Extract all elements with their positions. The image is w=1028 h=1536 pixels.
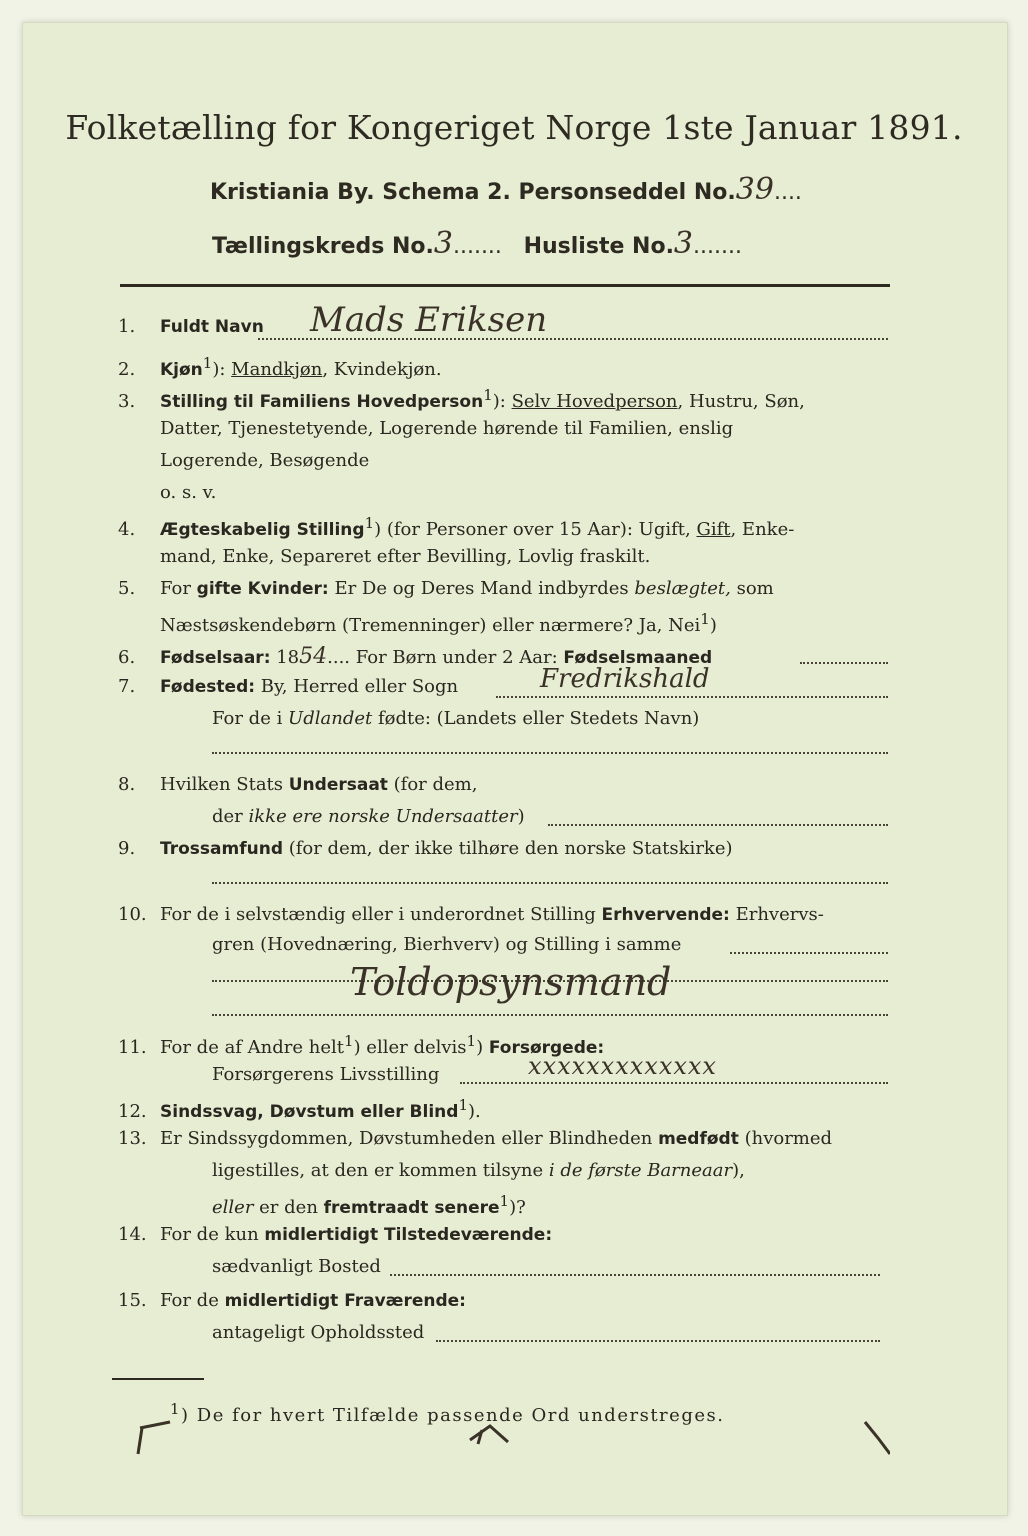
field-7-line3-dots (212, 752, 888, 754)
field-13-rest: (hvormed (738, 1128, 833, 1149)
field-10-rest: Erhvervs- (729, 904, 824, 925)
field-7-number: 7. (118, 676, 136, 697)
field-13-line2 (212, 1160, 745, 1181)
field-4-number: 4. (118, 519, 136, 540)
field-9-rest: (for dem, der ikke tilhøre den norske Statskirke) (282, 838, 733, 859)
field-5-rest2: som (730, 578, 774, 599)
field-8-dots (548, 824, 888, 826)
field-5 (118, 578, 774, 599)
footnote-text: ) De for hvert Tilfælde passende Ord understreges. (181, 1405, 725, 1426)
field-8-number: 8. (118, 774, 136, 795)
field-8-pre: Hvilken Stats (160, 774, 289, 795)
field-8-line2 (212, 806, 525, 827)
field-14 (118, 1224, 552, 1245)
birthplace-value: Fredrikshald (540, 664, 710, 694)
field-9-dots (212, 882, 888, 884)
field-3-line3: Logerende, Besøgende (160, 450, 370, 471)
field-13-number: 13. (118, 1128, 147, 1149)
field-2-label: Kjøn (160, 360, 203, 380)
field-5-line2-text: Næstsøskendebørn (Tremenninger) eller nærmere? Ja, Nei (160, 615, 701, 636)
field-9 (118, 838, 733, 859)
field-12-close: ). (467, 1101, 481, 1122)
field-13-line2-pre: ligestilles, at den er kommen tilsyne (212, 1160, 549, 1181)
kreds-number: 3 (433, 226, 453, 261)
field-7-line2-italic: Udlandet (288, 708, 373, 729)
field-14-pre: For de kun (160, 1224, 265, 1245)
field-3-rest: , Hustru, Søn, (677, 391, 805, 412)
field-7 (118, 676, 458, 697)
field-6-label: Fødselsaar: (160, 648, 271, 668)
field-5-pre: For (160, 578, 197, 599)
field-7-dots (496, 696, 888, 698)
field-13-pre: Er Sindssygdommen, Døvstumheden eller Blindheden (160, 1128, 659, 1149)
form-title: Folketælling for Kongeriget Norge 1ste Januar 1891. (65, 108, 963, 147)
field-8 (118, 774, 477, 795)
field-5-close: ) (709, 615, 717, 636)
field-13-line3 (212, 1192, 526, 1218)
header-rule (120, 284, 890, 287)
field-6-dots (800, 662, 888, 664)
schema-label: Kristiania By. Schema 2. Personseddel No. (210, 180, 736, 205)
field-15-pre: For de (160, 1290, 225, 1311)
field-5-line2 (160, 610, 717, 636)
field-13-line2-italic: i de første Barneaar (548, 1160, 733, 1181)
field-8-line2-italic: ikke ere norske Undersaatter (248, 806, 518, 827)
field-8-line2-pre: der (212, 806, 249, 827)
kreds-line: Tællingskreds No.3....... Husliste No.3....... (212, 226, 742, 261)
field-11-mid: ) eller delvis (353, 1037, 467, 1058)
field-10-line2: gren (Hovednæring, Bierhverv) og Stilling i samme (212, 934, 682, 955)
field-1 (118, 316, 264, 337)
field-3-selected: Selv Hovedperson (511, 391, 678, 412)
field-1-number: 1. (118, 316, 136, 337)
husliste-label: Husliste No. (523, 234, 674, 259)
field-14-number: 14. (118, 1224, 147, 1245)
provider-value: xxxxxxxxxxxxx (528, 1052, 717, 1080)
field-8-rest: (for dem, (387, 774, 478, 795)
field-3-colon: ): (492, 391, 512, 412)
field-15-number: 15. (118, 1290, 147, 1311)
field-13-line3-label: fremtraadt senere (323, 1198, 500, 1218)
field-14-label: midlertidigt Tilstedeværende: (264, 1225, 553, 1245)
field-3-number: 3. (118, 391, 136, 412)
field-11-label: Forsørgede: (488, 1038, 605, 1058)
field-9-number: 9. (118, 838, 136, 859)
field-2 (118, 354, 442, 380)
field-13-label: medfødt (658, 1129, 739, 1149)
field-7-line2-pre: For de i (212, 708, 289, 729)
field-6-rest: For Børn under 2 Aar: (350, 647, 564, 668)
field-9-label: Trossamfund (160, 839, 283, 859)
field-12 (118, 1096, 481, 1122)
field-12-sup: 1 (458, 1096, 468, 1114)
field-15-label: midlertidigt Fraværende: (224, 1291, 466, 1311)
footnote-sup: 1 (170, 1400, 182, 1418)
corner-mark-center (470, 1426, 508, 1444)
field-5-italic: beslægtet, (634, 578, 731, 599)
field-1-label: Fuldt Navn (160, 317, 264, 337)
field-11-number: 11. (118, 1037, 147, 1058)
field-10-line2-dots (730, 952, 888, 954)
field-7-line2 (212, 708, 699, 729)
field-14-dots (390, 1274, 880, 1276)
field-4-rest2: , Enke- (730, 519, 795, 540)
field-8-line2-rest: ) (517, 806, 525, 827)
field-6-number: 6. (118, 647, 136, 668)
husliste-number: 3 (673, 226, 694, 261)
field-11-sup1: 1 (344, 1032, 354, 1050)
field-3-label: Stilling til Familiens Hovedperson (160, 392, 484, 412)
field-11-line2: Forsørgerens Livsstilling (212, 1064, 440, 1085)
field-3-sup: 1 (483, 386, 493, 404)
field-10-label: Erhvervende: (601, 905, 730, 925)
field-6-label2: Fødselsmaaned (563, 648, 713, 668)
schema-line: Kristiania By. Schema 2. Personseddel No.39.... (210, 172, 802, 207)
field-13-line3-italic: eller (212, 1197, 254, 1218)
field-5-label: gifte Kvinder: (196, 579, 329, 599)
field-2-selected: Mandkjøn (231, 359, 323, 380)
name-value: Mads Eriksen (310, 300, 548, 340)
field-3-line4: o. s. v. (160, 482, 217, 503)
personseddel-number: 39 (735, 172, 774, 207)
field-12-label: Sindssvag, Døvstum eller Blind (160, 1102, 459, 1122)
field-4 (118, 514, 794, 540)
field-15 (118, 1290, 466, 1311)
field-13-line2-rest: ), (732, 1160, 745, 1181)
field-13 (118, 1128, 832, 1149)
corner-mark-right (865, 1422, 890, 1454)
field-11-dots (460, 1082, 888, 1084)
field-10-line4-dots (212, 1014, 888, 1016)
field-11-mid2: ) (476, 1037, 489, 1058)
footnote-rule (112, 1378, 204, 1380)
field-15-line2: antageligt Opholdssted (212, 1322, 425, 1343)
corner-marks (130, 1420, 890, 1460)
field-4-rest1: ) (for Personer over 15 Aar): Ugift, (374, 519, 697, 540)
field-13-sup: 1 (499, 1192, 510, 1210)
field-2-number: 2. (118, 359, 136, 380)
field-6-prefix: 18 (270, 647, 300, 668)
field-5-number: 5. (118, 578, 136, 599)
field-13-close: )? (509, 1197, 526, 1218)
field-3-line2: Datter, Tjenestetyende, Logerende hørende til Familien, enslig (160, 418, 734, 439)
field-2-sup: 1 (202, 354, 213, 372)
field-11-pre: For de af Andre helt (160, 1037, 345, 1058)
field-7-line2-rest: fødte: (Landets eller Stedets Navn) (372, 708, 700, 729)
field-7-label: Fødested: (160, 677, 256, 697)
field-8-label: Undersaat (288, 775, 388, 795)
field-10 (118, 904, 824, 925)
field-4-line2: mand, Enke, Separeret efter Bevilling, Lovlig fraskilt. (160, 546, 651, 567)
field-7-rest: By, Herred eller Sogn (255, 676, 459, 697)
field-4-selected: Gift (696, 519, 731, 540)
field-5-rest1: Er De og Deres Mand indbyrdes (328, 578, 635, 599)
field-14-line2: sædvanligt Bosted (212, 1256, 381, 1277)
corner-mark-left (138, 1422, 170, 1454)
field-10-number: 10. (118, 904, 147, 925)
occupation-value: Toldopsynsmand (350, 960, 672, 1004)
field-5-sup: 1 (700, 610, 710, 628)
birth-year-value: 54 (299, 644, 328, 669)
field-2-rest: ): (212, 359, 232, 380)
field-13-line3-pre: er den (253, 1197, 324, 1218)
field-10-pre: For de i selvstændig eller i underordnet Stilling (160, 904, 602, 925)
kreds-label: Tællingskreds No. (212, 234, 434, 259)
field-4-sup: 1 (364, 514, 375, 532)
field-15-dots (436, 1340, 880, 1342)
field-6: 6. Fødselsaar: 1854.... For Børn under 2 Aar: Fødselsmaaned (118, 644, 713, 669)
field-4-label: Ægteskabelig Stilling (160, 520, 365, 540)
field-11-sup2: 1 (466, 1032, 477, 1050)
field-1-dots (258, 338, 888, 340)
field-2-option2: , Kvindekjøn. (322, 359, 442, 380)
field-3 (118, 386, 805, 412)
field-12-number: 12. (118, 1101, 147, 1122)
